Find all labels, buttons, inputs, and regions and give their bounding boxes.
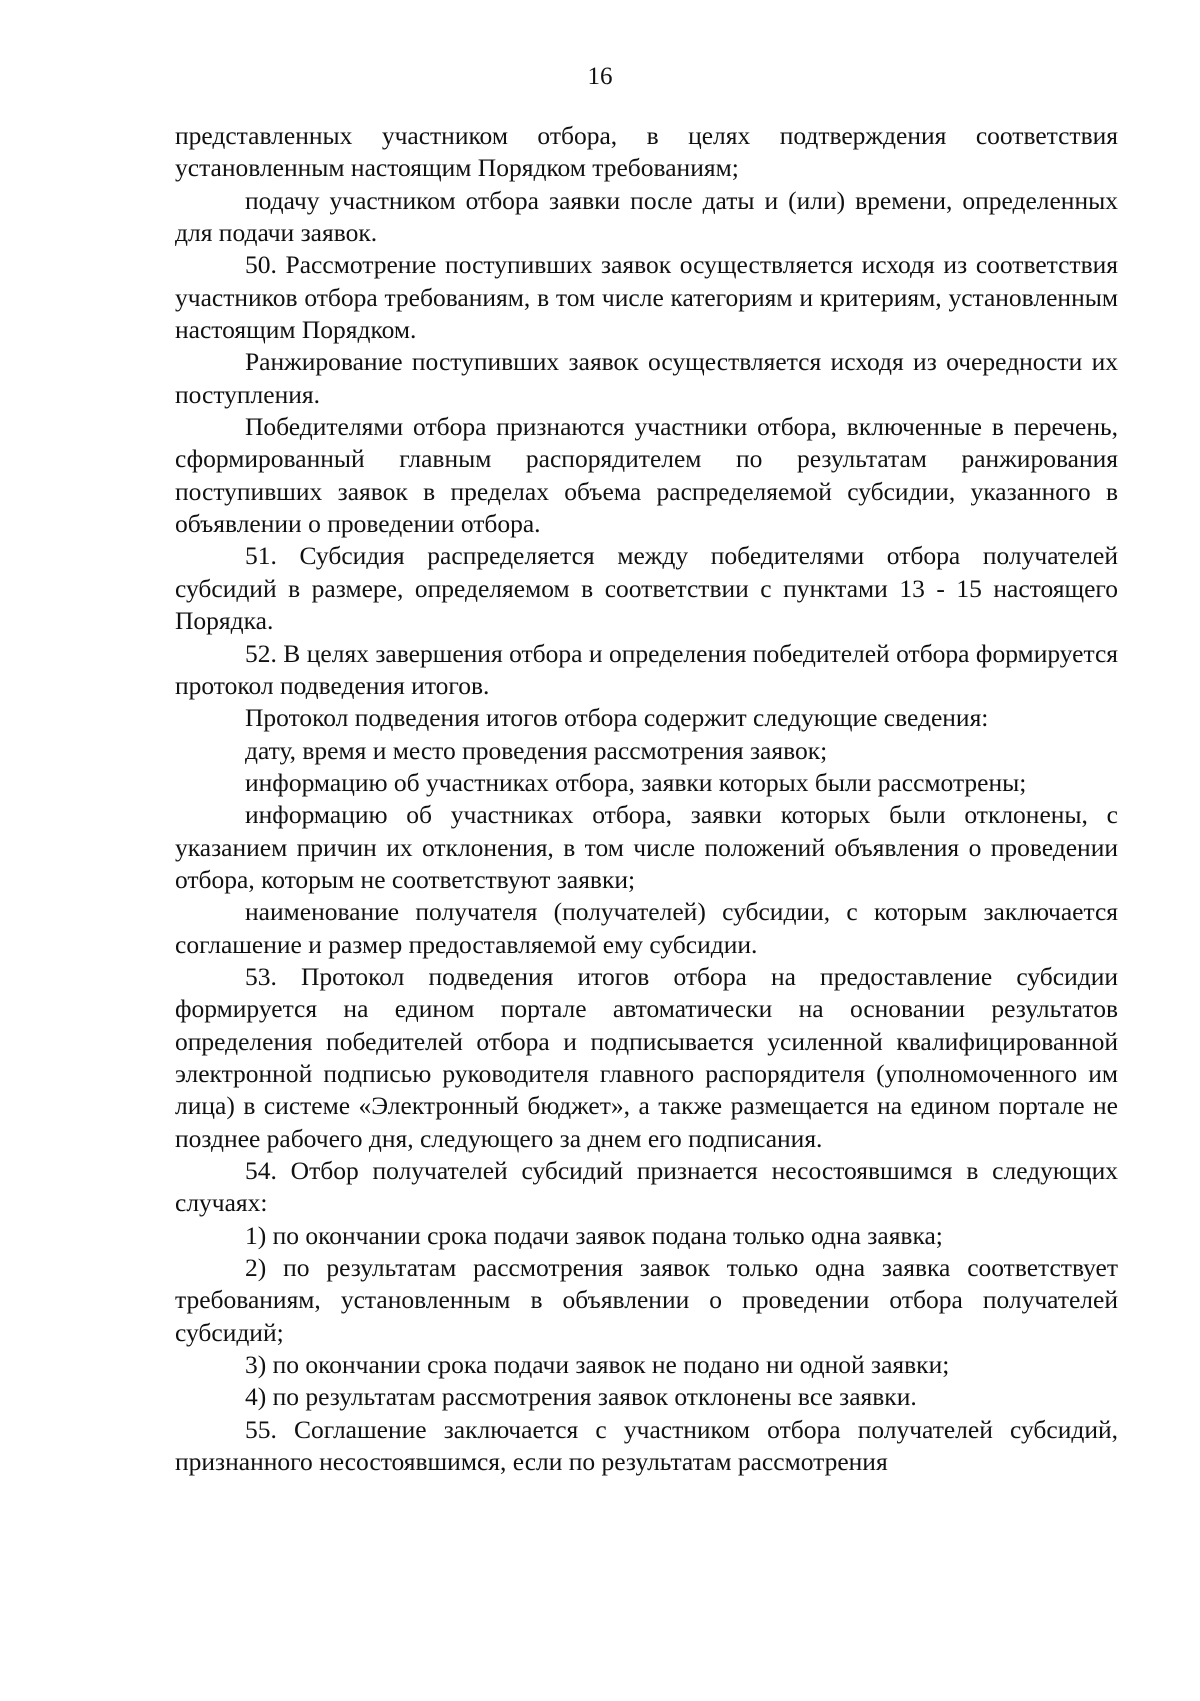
paragraph: Победителями отбора признаются участники отбора, включенные в перечень, сформированный главным распорядителем по результатам ранжирования поступивших заявок в пределах объема распределяемой субсидии, указанного в объявлении о проведении отбора. <box>175 412 1118 539</box>
list-item: 3) по окончании срока подачи заявок не подано ни одной заявки; <box>245 1350 950 1380</box>
paragraph-clause-50: 50. Рассмотрение поступивших заявок осуществляется исходя из соответствия участников отбора требованиям, в том числе категориям и критериям, установленным настоящим Порядком. <box>175 250 1118 345</box>
paragraph-clause-54: 54. Отбор получателей субсидий признается несостоявшимся в следующих случаях: <box>175 1156 1118 1218</box>
paragraph: информацию об участниках отбора, заявки которых были отклонены, с указанием причин их отклонения, в том числе положений объявления о проведении отбора, которым не соответствуют заявки; <box>175 800 1118 894</box>
paragraph: Ранжирование поступивших заявок осуществляется исходя из очередности их поступления. <box>175 347 1118 409</box>
paragraph-clause-51: 51. Субсидия распределяется между победителями отбора получателей субсидий в размере, определяемом в соответствии с пунктами 13 - 15 настоящего Порядка. <box>175 541 1118 636</box>
list-item: 2) по результатам рассмотрения заявок только одна заявка соответствует требованиям, установленным в объявлении о проведении отбора получателей субсидий; <box>175 1253 1118 1347</box>
list-item: 1) по окончании срока подачи заявок подана только одна заявка; <box>245 1220 943 1250</box>
paragraph: наименование получателя (получателей) субсидии, с которым заключается соглашение и размер предоставляемой ему субсидии. <box>175 897 1118 959</box>
paragraph: информацию об участниках отбора, заявки которых были рассмотрены; <box>245 767 1027 797</box>
paragraph-clause-52: 52. В целях завершения отбора и определения победителей отбора формируется протокол подведения итогов. <box>175 638 1118 700</box>
list-item: 4) по результатам рассмотрения заявок отклонены все заявки. <box>245 1382 917 1412</box>
page-number: 16 <box>587 63 613 90</box>
paragraph: подачу участником отбора заявки после даты и (или) времени, определенных для подачи заявок. <box>175 185 1118 248</box>
paragraph: Протокол подведения итогов отбора содержит следующие сведения: <box>245 703 989 733</box>
paragraph-clause-53: 53. Протокол подведения итогов отбора на предоставление субсидии формируется на едином портале автоматически на основании результатов определения победителей отбора и подписывается усиленной квалифицированной электронной подписью руководителя главного распорядителя (уполномоченного им лица) в системе «Электронный бюджет», а также размещается на едином портале не позднее рабочего дня, следующего за днем его подписания. <box>175 961 1118 1153</box>
paragraph-continuation: представленных участником отбора, в целях подтверждения соответствия установленным настоящим Порядком требованиям; <box>175 121 1118 183</box>
paragraph: дату, время и место проведения рассмотрения заявок; <box>245 735 828 765</box>
document-body <box>175 120 1118 1478</box>
paragraph-clause-55: 55. Соглашение заключается с участником отбора получателей субсидий, признанного несостоявшимся, если по результатам рассмотрения <box>175 1414 1118 1477</box>
